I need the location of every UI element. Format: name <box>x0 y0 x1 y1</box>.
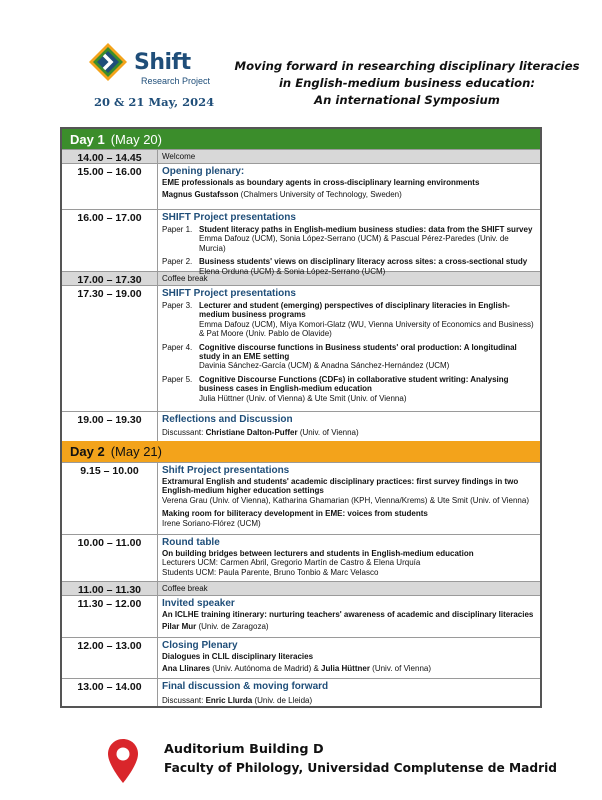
speaker-line: Ana Llinares (Univ. Autónoma de Madrid) & Julia Hüttner (Univ. of Vienna) <box>162 664 432 674</box>
logo-subtitle: Research Project <box>141 76 211 86</box>
session-time: 10.00 – 11.00 <box>62 535 158 581</box>
paper-item: Paper 4. Cognitive discourse functions in Business students' oral production: A longitudinal study in an EME setting Davinia Sánchez-García (UCM) & Anadna Sánchez-Hernández (UCM) <box>162 342 517 371</box>
session-time: 16.00 – 17.00 <box>62 210 158 271</box>
session-time: 11.00 – 11.30 <box>62 582 158 595</box>
session-title: Opening plenary: <box>162 166 245 177</box>
day2-label: Day 2 <box>70 444 105 459</box>
session-time: 9.15 – 10.00 <box>62 463 158 534</box>
day2-header <box>62 441 540 462</box>
session-row <box>62 163 540 209</box>
session-title: SHIFT Project presentations <box>162 288 296 299</box>
session-title: Invited speaker <box>162 598 235 609</box>
session-title: SHIFT Project presentations <box>162 212 296 223</box>
discussant-line: Discussant: Enric Llurda (Univ. de Lleida) <box>162 696 313 705</box>
session-row <box>62 637 540 678</box>
presentation-item: Extramural English and students' academic disciplinary practices: first survey findings in two English-medium higher education settings Verena Grau (Univ. of Vienna), Katharina Ghamarian (KPH, Vienna/Krems) & Ute Smit (Univ. of Vienna) <box>162 477 529 505</box>
session-time: 19.00 – 19.30 <box>62 412 158 441</box>
shift-logo-icon <box>88 42 128 82</box>
logo-title: Shift <box>134 50 191 75</box>
venue-name: Auditorium Building D <box>164 742 324 757</box>
session-row <box>62 411 540 441</box>
lecturers-line: Lecturers UCM: Carmen Abril, Gregorio Martín de Castro & Elena Urquía <box>162 558 421 568</box>
paper-item: Paper 1. Student literacy paths in English-medium business studies: data from the SHIFT survey Emma Dafouz (UCM), Sonia López-Serrano (UCM) & Pascual Pérez-Paredes (Univ. de Murcia) <box>162 225 533 253</box>
session-row <box>62 271 540 285</box>
session-row <box>62 149 540 163</box>
session-row <box>62 209 540 276</box>
session-time: 11.30 – 12.00 <box>62 596 158 637</box>
session-text: Coffee break <box>162 584 208 593</box>
session-time: 12.00 – 13.00 <box>62 638 158 678</box>
session-row <box>62 462 540 534</box>
day1-label: Day 1 <box>70 131 105 147</box>
session-text: Welcome <box>162 152 196 161</box>
session-time: 15.00 – 16.00 <box>62 164 158 209</box>
speaker-line: Magnus Gustafsson (Chalmers University of Technology, Sweden) <box>162 190 402 200</box>
paper-item: Paper 3. Lecturer and student (emerging) perspectives of disciplinary literacies in English-medium business programs Emma Dafouz (UCM), Miya Komori-Glatz (WU, Vienna University of Economics and Business) & Pat Moore (Univ. Pablo de Olavide) <box>162 301 534 339</box>
programme-table <box>60 127 542 708</box>
header <box>0 0 602 120</box>
session-title: Shift Project presentations <box>162 465 290 476</box>
session-row <box>62 534 540 581</box>
paper-item: Paper 5. Cognitive Discourse Functions (CDFs) in collaborative student writing: Analysing business cases in English-medium education Julia Hüttner (Univ. of Vienna) & Ute Smit (Univ. of Vienna) <box>162 374 509 403</box>
paper-item: Paper 2. Business students' views on disciplinary literacy across sites: a cross-sectional study Elena Orduna (UCM) & Sonia López-Serrano (UCM) <box>162 257 528 276</box>
day2-date: (May 21) <box>110 444 162 459</box>
session-row <box>62 285 540 411</box>
event-dates: 20 & 21 May, 2024 <box>94 95 215 109</box>
session-row <box>62 595 540 637</box>
session-time: 17.30 – 19.00 <box>62 286 158 411</box>
session-row <box>62 581 540 595</box>
day1-header <box>62 129 540 149</box>
talk-title: EME professionals as boundary agents in cross-disciplinary learning environments <box>162 178 480 187</box>
speaker-line: Pilar Mur (Univ. de Zaragoza) <box>162 622 269 632</box>
session-time: 13.00 – 14.00 <box>62 679 158 708</box>
session-title: Round table <box>162 537 220 548</box>
session-text: Coffee break <box>162 274 208 283</box>
session-time: 17.00 – 17.30 <box>62 272 158 285</box>
day1-date: (May 20) <box>110 131 162 147</box>
presentation-item: Making room for biliteracy development in EME: voices from students Irene Soriano-Flórez (UCM) <box>162 509 428 528</box>
session-row <box>62 678 540 708</box>
talk-title: An ICLHE training itinerary: nurturing teachers' awareness of academic and disciplinary literacies <box>162 610 534 619</box>
talk-title: Dialogues in CLIL disciplinary literacies <box>162 652 314 661</box>
location-pin-icon <box>107 738 139 784</box>
students-line: Students UCM: Paula Parente, Bruno Tonbio & Marc Velasco <box>162 567 379 577</box>
session-time: 14.00 – 14.45 <box>62 150 158 163</box>
discussant-line: Discussant: Christiane Dalton-Puffer (Univ. of Vienna) <box>162 428 359 437</box>
talk-title: On building bridges between lecturers and students in English-medium education <box>162 549 474 558</box>
venue-faculty: Faculty of Philology, Universidad Complutense de Madrid <box>164 761 557 775</box>
session-title: Reflections and Discussion <box>162 414 293 425</box>
session-title: Closing Plenary <box>162 640 238 651</box>
session-title: Final discussion & moving forward <box>162 681 329 692</box>
symposium-title: Moving forward in researching disciplinary literacies in English-medium business education: An international Symposium <box>234 59 580 107</box>
